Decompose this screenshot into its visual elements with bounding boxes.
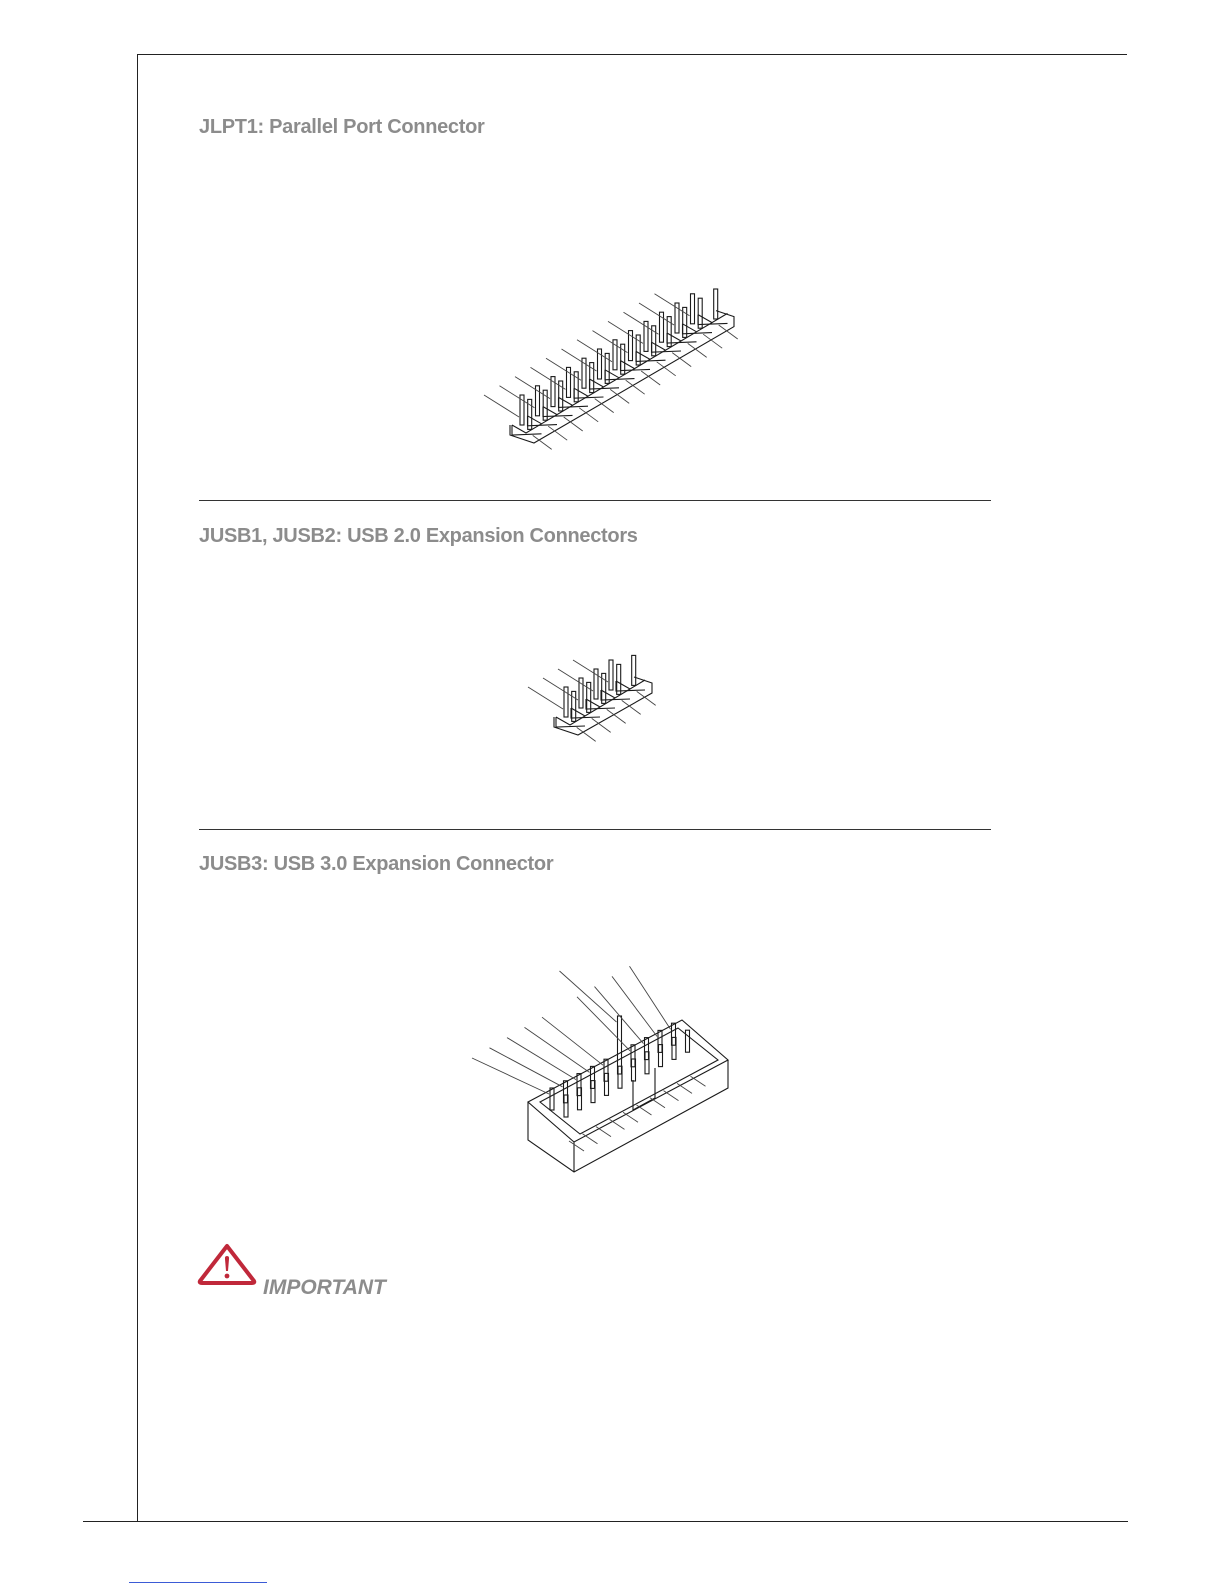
usb3-pin-leader [612,976,657,1036]
parallel-port-connector-diagram [470,285,760,465]
usb3-pin-leader [691,1076,706,1086]
usb3-pin [618,1016,622,1074]
lpt-pin-leader [641,371,660,385]
usb3-pin-leader [664,1091,679,1101]
usb2-pin-leader [573,660,608,682]
usb3-pin-leader [650,1098,665,1108]
lpt-pin-leader [703,334,722,348]
lpt-pin-leader [657,362,676,376]
page-frame-bottom [83,1521,1128,1522]
page-frame-top [137,54,1127,55]
usb2-pin-leader [543,678,578,700]
usb3-connector-diagram [440,980,750,1180]
lpt-pin-leader [484,395,519,417]
usb3-pin-leader [569,1141,584,1151]
usb2-pin-leader [607,709,626,723]
lpt-pin-leader [672,353,691,367]
usb3-pin-leader [542,1017,603,1065]
usb3-pin-leader [507,1038,576,1080]
lpt-pin-leader [500,386,535,408]
usb3-pin-leader [677,1083,692,1093]
warning-triangle-icon [196,1243,258,1285]
usb2-pin-leader [622,700,641,714]
lpt-pin [698,298,702,328]
section-divider-1 [199,500,991,501]
usb2-pin-leader [637,691,656,705]
usb3-pin-leader [525,1027,590,1072]
lpt-pin-leader [688,343,707,357]
usb3-pin-leader [490,1048,563,1087]
usb3-pin [686,1030,690,1052]
section-title-jusb1-jusb2: JUSB1, JUSB2: USB 2.0 Expansion Connectors [199,525,638,547]
lpt-pin [714,289,718,319]
usb3-pin-leader [610,1119,625,1129]
page-frame-left [137,54,138,1522]
usb3-pin-leader [560,971,617,1022]
important-label: IMPORTANT [263,1276,386,1299]
usb2-pin [617,664,621,694]
usb3-pin [550,1088,554,1110]
section-title-jusb3: JUSB3: USB 3.0 Expansion Connector [199,853,554,875]
usb3-pin-leader [583,1134,598,1144]
lpt-pin-leader [626,380,645,394]
bottom-link-underline [129,1582,267,1583]
usb3-pin-leader [472,1058,549,1094]
usb3-pin-leader [637,1105,652,1115]
lpt-pin [691,294,695,324]
usb3-pin-leader [630,966,671,1029]
usb2-pin-leader [558,669,593,691]
section-title-jlpt1: JLPT1: Parallel Port Connector [199,116,485,138]
usb2-pin [632,655,636,685]
usb3-pin-leader [596,1127,611,1137]
usb3-pin-leader [623,1112,638,1122]
lpt-pin-leader [719,325,738,339]
usb2-pin-leader [528,687,563,709]
usb3-pin-leader [595,987,644,1044]
usb2-connector-diagram [530,645,680,755]
section-divider-2 [199,829,991,830]
usb2-pin [609,660,613,690]
